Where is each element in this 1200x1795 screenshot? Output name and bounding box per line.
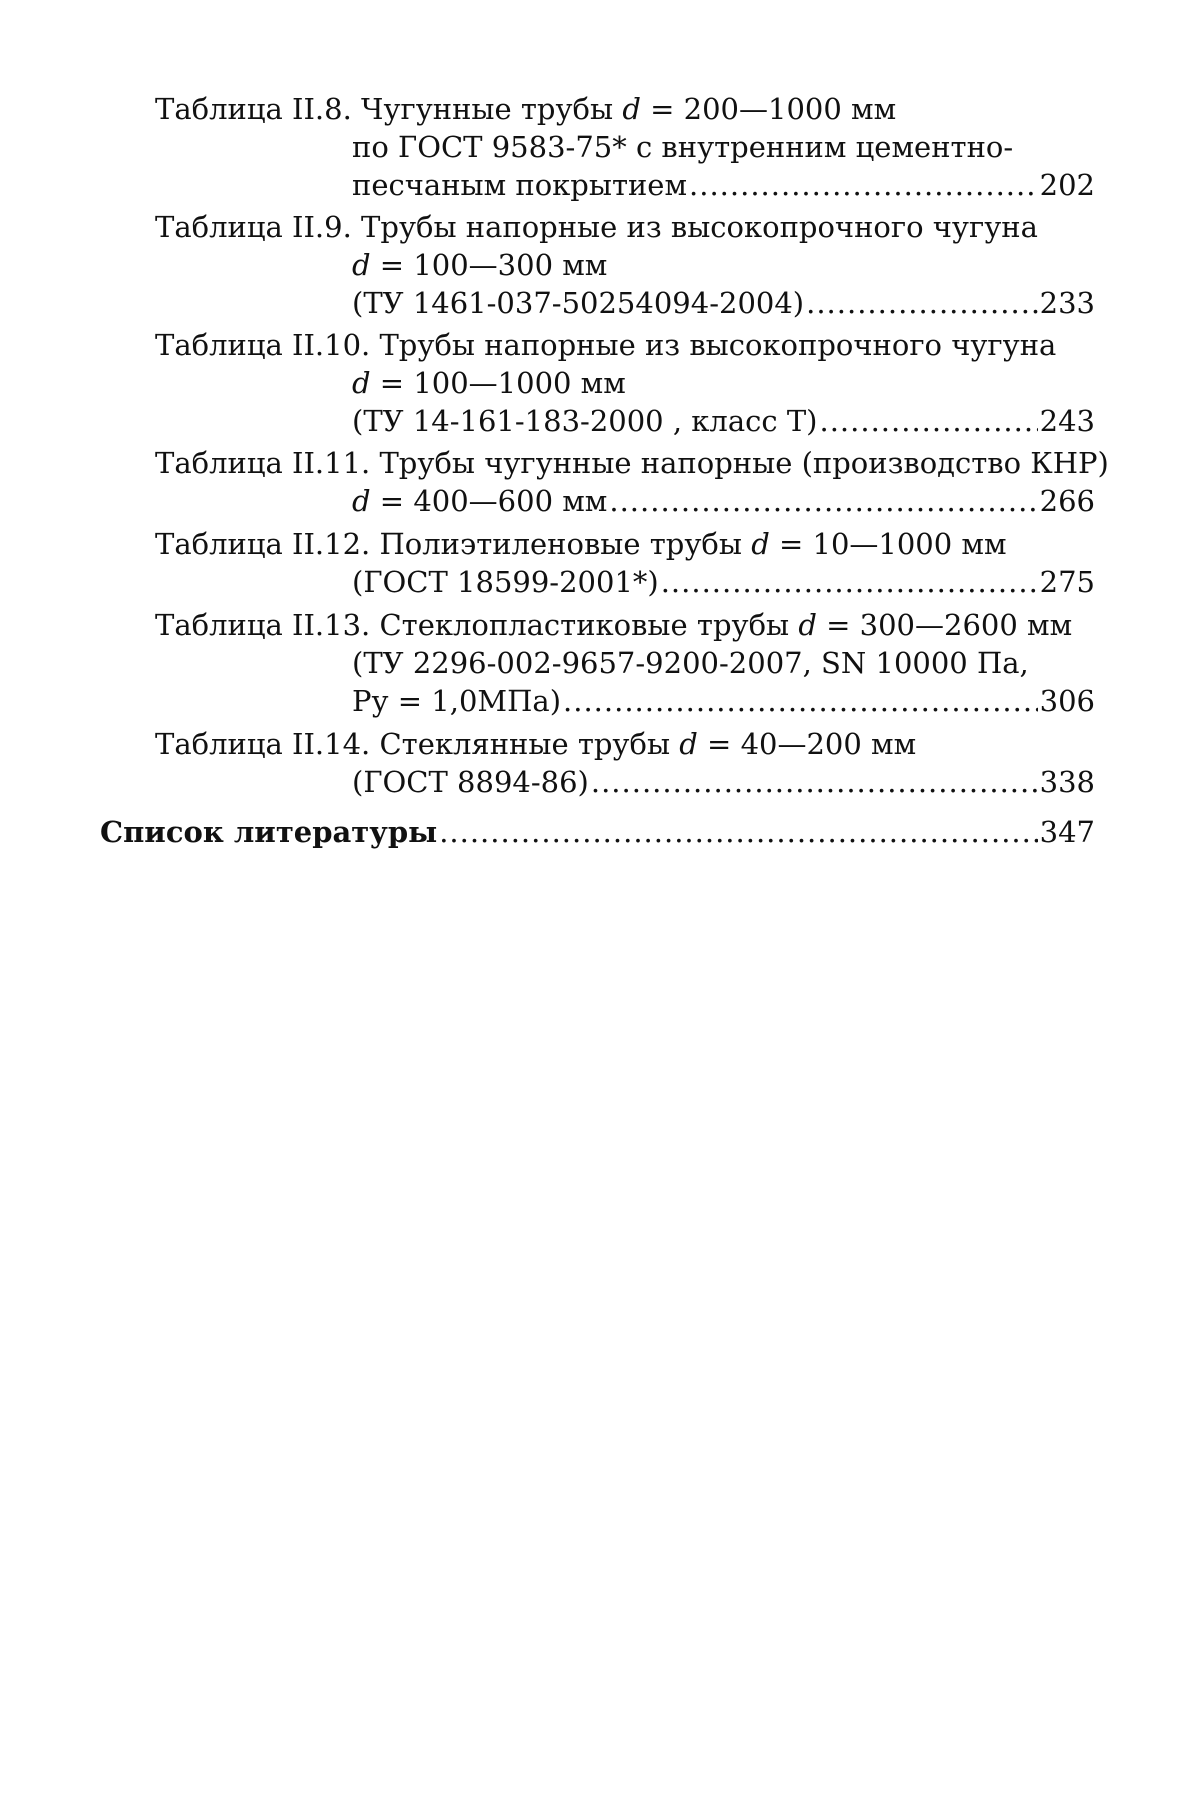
toc-entry-title: Трубы напорные из высокопрочного чугуна (379, 328, 1057, 362)
toc-page-number: 347 (1039, 815, 1095, 849)
toc-entry-table-ii-10 (155, 326, 1095, 440)
toc-entry-heading (155, 90, 1095, 128)
toc-page-number: 243 (1039, 404, 1095, 438)
toc-entry-table-ii-9 (155, 208, 1095, 322)
dot-leader (591, 763, 1038, 801)
toc-entry-bibliography (100, 813, 1095, 851)
toc-entry-continuation: по ГОСТ 9583-75* с внутренним цементно- (352, 130, 1014, 164)
toc-entry-heading (155, 444, 1109, 482)
toc-entry-last-text: (ГОСТ 18599-2001*) (352, 565, 659, 599)
toc-page-number: 266 (1039, 484, 1095, 518)
toc-entry-table-ii-12 (155, 525, 1095, 601)
toc-page-number: 233 (1039, 286, 1095, 320)
dot-leader (689, 166, 1038, 204)
toc-entry-last-line (155, 402, 1095, 440)
toc-entry-heading (155, 525, 1095, 563)
toc-entry-continuation: d = 100—300 мм (352, 248, 608, 282)
toc-entry-continuation: d = 100—1000 мм (352, 366, 626, 400)
toc-entry-last-line (155, 682, 1095, 720)
toc-entry-prefix: Таблица II.8. (155, 92, 352, 126)
toc-page-number: 338 (1039, 765, 1095, 799)
toc-entry-table-ii-14 (155, 725, 1095, 801)
toc-entry-last-text: Ру = 1,0МПа) (352, 684, 562, 718)
dot-leader (439, 813, 1037, 851)
toc-page-number: 275 (1039, 565, 1095, 599)
toc-entry-last-line (155, 563, 1095, 601)
toc-entry-prefix: Таблица II.11. (155, 446, 371, 480)
toc-entry-heading (155, 326, 1095, 364)
dot-leader (820, 402, 1038, 440)
toc-entry-last-line (155, 284, 1095, 322)
toc-entry-last-text: (ТУ 1461-037-50254094-2004) (352, 286, 805, 320)
dot-leader (661, 563, 1038, 601)
toc-entry-prefix: Таблица II.10. (155, 328, 371, 362)
toc-page-number: 306 (1039, 684, 1095, 718)
dot-leader (609, 482, 1037, 520)
toc-entry-title: Полиэтиленовые трубы d = 10—1000 мм (379, 527, 1007, 561)
toc-entry-prefix: Таблица II.13. (155, 608, 371, 642)
toc-entry-title: Трубы напорные из высокопрочного чугуна (361, 210, 1038, 244)
dot-leader (563, 682, 1038, 720)
dot-leader (806, 284, 1038, 322)
toc-entry-last-line (155, 763, 1095, 801)
toc-entry-table-ii-8 (155, 90, 1095, 204)
toc-entry-heading (155, 208, 1095, 246)
toc-entry-last-line (155, 166, 1095, 204)
toc-entry-title: Стеклянные трубы d = 40—200 мм (379, 727, 917, 761)
toc-entry-last-text: (ГОСТ 8894-86) (352, 765, 589, 799)
toc-entry-table-ii-11 (155, 444, 1109, 520)
toc-entry-prefix: Таблица II.14. (155, 727, 371, 761)
toc-page-number: 202 (1039, 168, 1095, 202)
toc-entry-last-text: песчаным покрытием (352, 168, 688, 202)
toc-entry-title: Чугунные трубы d = 200—1000 мм (361, 92, 897, 126)
toc-entry-heading (155, 725, 1095, 763)
toc-entry-prefix: Таблица II.12. (155, 527, 371, 561)
toc-entry-title: Стеклопластиковые трубы d = 300—2600 мм (379, 608, 1073, 642)
toc-entry-title: Трубы чугунные напорные (производство КНР) (379, 446, 1109, 480)
toc-entry-table-ii-13 (155, 606, 1095, 720)
toc-entry-last-line (155, 482, 1095, 520)
bibliography-label: Список литературы (100, 815, 438, 849)
toc-entry-prefix: Таблица II.9. (155, 210, 352, 244)
toc-entry-continuation: (ТУ 2296-002-9657-9200-2007, SN 10000 Па, (352, 646, 1029, 680)
toc-entry-last-text: d = 400—600 мм (352, 484, 608, 518)
toc-entry-last-text: (ТУ 14-161-183-2000 , класс Т) (352, 404, 818, 438)
toc-entry-heading (155, 606, 1095, 644)
toc-entry-last-line (100, 813, 1095, 851)
